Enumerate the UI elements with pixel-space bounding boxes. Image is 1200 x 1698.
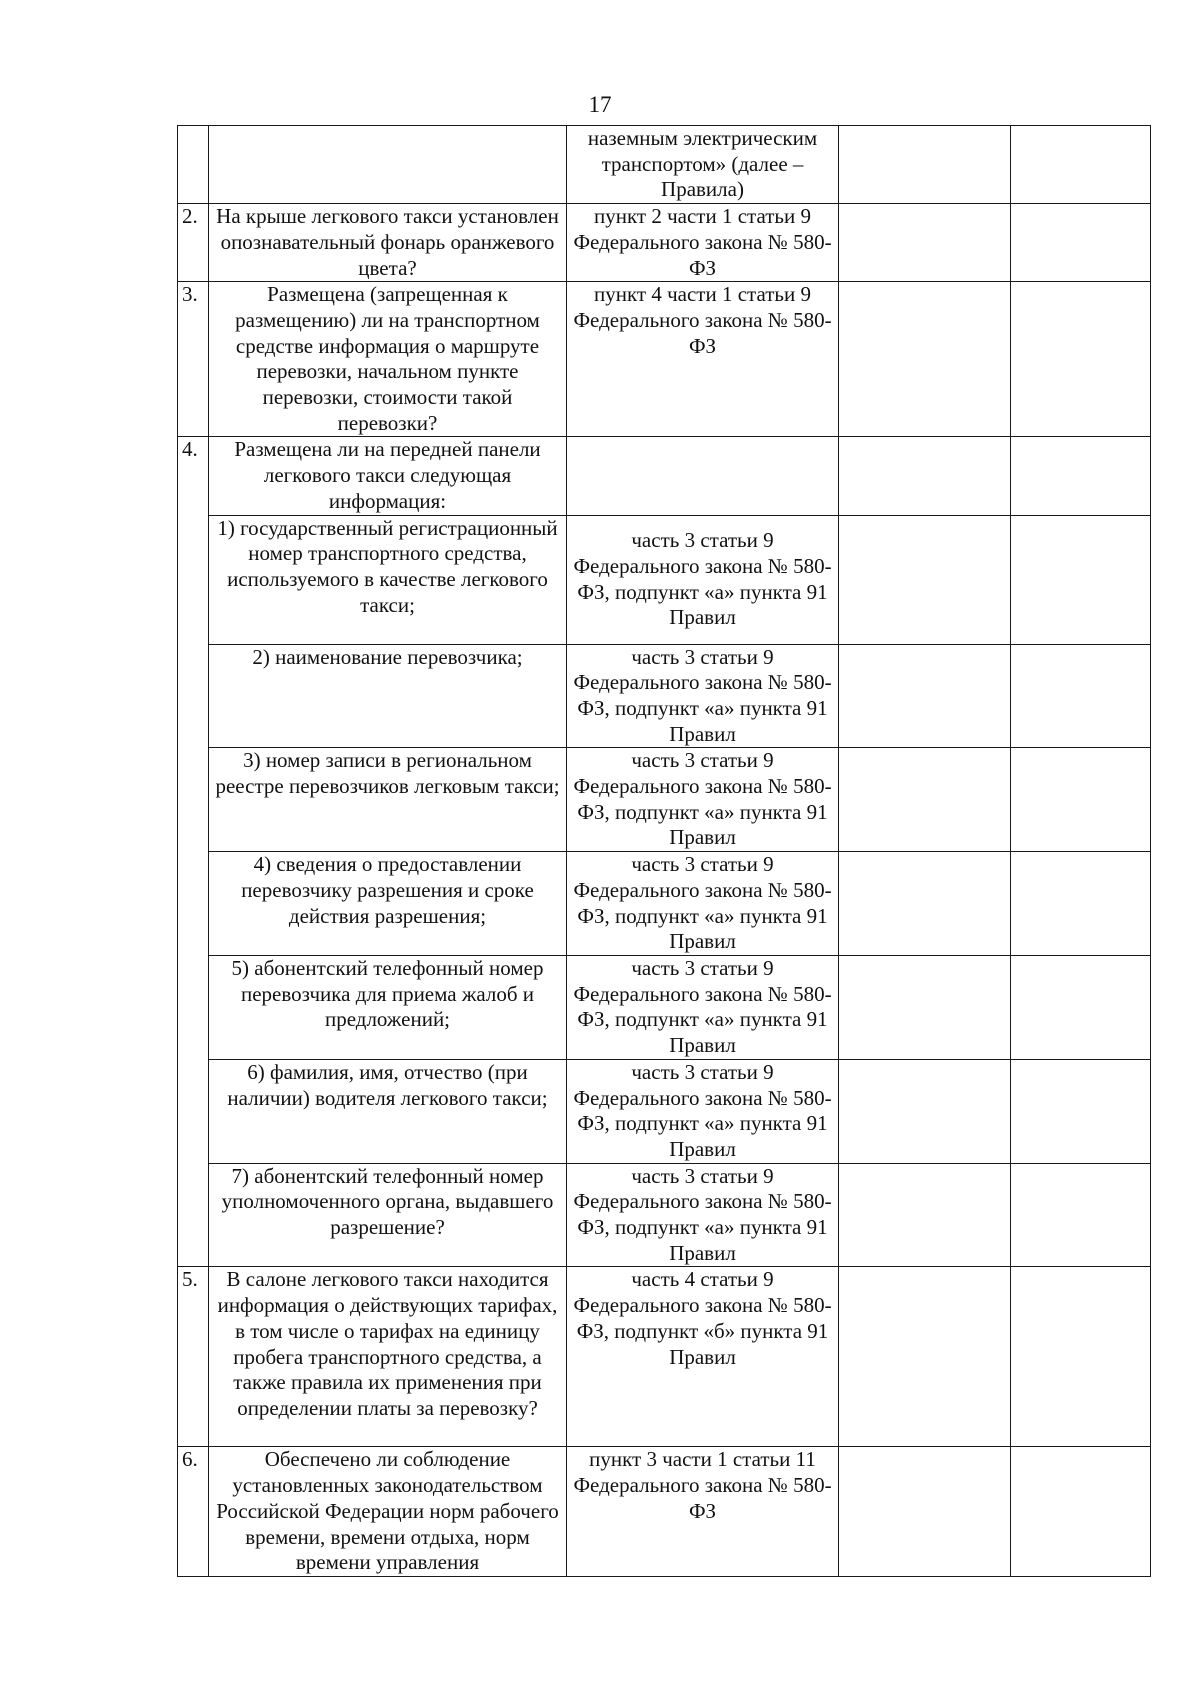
legal-reference-cell: пункт 3 части 1 статьи 11 Федерального закона № 580-ФЗ xyxy=(567,1447,839,1577)
question-cell: 4) сведения о предоставлении перевозчику разрешения и сроке действия разрешения; xyxy=(209,852,567,956)
table-row xyxy=(178,282,1151,437)
question-cell: 6) фамилия, имя, отчество (при наличии) водителя легкового такси; xyxy=(209,1059,567,1163)
checklist-table xyxy=(177,125,1151,1577)
legal-reference-cell xyxy=(567,437,839,515)
table-row xyxy=(178,515,1151,644)
answer-cell xyxy=(839,852,1011,956)
page-number: 17 xyxy=(588,92,612,117)
question-cell xyxy=(209,126,567,204)
note-cell xyxy=(1011,644,1151,748)
legal-reference-cell: часть 3 статьи 9 Федерального закона № 580-ФЗ, подпункт «а» пункта 91 Правил xyxy=(567,644,839,748)
question-cell: Размещена (запрещенная к размещению) ли на транспортном средстве информация о маршруте перевозки, начальном пункте перевозки, стоимости такой перевозки? xyxy=(209,282,567,437)
answer-cell xyxy=(839,644,1011,748)
legal-reference-cell: наземным электрическим транспортом» (далее – Правила) xyxy=(567,126,839,204)
answer-cell xyxy=(839,1447,1011,1577)
table-row xyxy=(178,644,1151,748)
legal-reference-cell: часть 3 статьи 9 Федерального закона № 580-ФЗ, подпункт «а» пункта 91 Правил xyxy=(567,955,839,1059)
legal-reference-cell: часть 3 статьи 9 Федерального закона № 580-ФЗ, подпункт «а» пункта 91 Правил xyxy=(567,515,839,644)
row-number-cell xyxy=(178,126,209,204)
answer-cell xyxy=(839,437,1011,515)
note-cell xyxy=(1011,748,1151,852)
row-number-cell: 2. xyxy=(178,204,209,282)
note-cell xyxy=(1011,955,1151,1059)
answer-cell xyxy=(839,955,1011,1059)
answer-cell xyxy=(839,1059,1011,1163)
table-row xyxy=(178,1059,1151,1163)
question-cell: На крыше легкового такси установлен опознавательный фонарь оранжевого цвета? xyxy=(209,204,567,282)
answer-cell xyxy=(839,282,1011,437)
table-row xyxy=(178,437,1151,515)
legal-reference-cell: пункт 4 части 1 статьи 9 Федерального закона № 580-ФЗ xyxy=(567,282,839,437)
table-row xyxy=(178,852,1151,956)
note-cell xyxy=(1011,515,1151,644)
answer-cell xyxy=(839,1163,1011,1267)
question-cell: 1) государственный регистрационный номер транспортного средства, используемого в качестве легкового такси; xyxy=(209,515,567,644)
note-cell xyxy=(1011,204,1151,282)
note-cell xyxy=(1011,852,1151,956)
question-cell: 5) абонентский телефонный номер перевозчика для приема жалоб и предложений; xyxy=(209,955,567,1059)
table-row xyxy=(178,955,1151,1059)
answer-cell xyxy=(839,204,1011,282)
table-row xyxy=(178,126,1151,204)
table-row xyxy=(178,1267,1151,1447)
note-cell xyxy=(1011,126,1151,204)
question-cell: Размещена ли на передней панели легкового такси следующая информация: xyxy=(209,437,567,515)
note-cell xyxy=(1011,282,1151,437)
question-cell: В салоне легкового такси находится информация о действующих тарифах, в том числе о тарифах на единицу пробега транспортного средства, а также правила их применения при определении платы за перевозку? xyxy=(209,1267,567,1447)
question-cell: 2) наименование перевозчика; xyxy=(209,644,567,748)
note-cell xyxy=(1011,437,1151,515)
table-row xyxy=(178,1447,1151,1577)
table-row xyxy=(178,204,1151,282)
answer-cell xyxy=(839,515,1011,644)
table-row xyxy=(178,748,1151,852)
note-cell xyxy=(1011,1059,1151,1163)
table-row xyxy=(178,1163,1151,1267)
legal-reference-cell: часть 3 статьи 9 Федерального закона № 580-ФЗ, подпункт «а» пункта 91 Правил xyxy=(567,1059,839,1163)
note-cell xyxy=(1011,1163,1151,1267)
legal-reference-cell: часть 3 статьи 9 Федерального закона № 580-ФЗ, подпункт «а» пункта 91 Правил xyxy=(567,748,839,852)
legal-reference-cell: часть 3 статьи 9 Федерального закона № 580-ФЗ, подпункт «а» пункта 91 Правил xyxy=(567,852,839,956)
legal-reference-cell: часть 3 статьи 9 Федерального закона № 580-ФЗ, подпункт «а» пункта 91 Правил xyxy=(567,1163,839,1267)
row-number-cell: 4. xyxy=(178,437,209,1267)
question-cell: 7) абонентский телефонный номер уполномоченного органа, выдавшего разрешение? xyxy=(209,1163,567,1267)
row-number-cell: 6. xyxy=(178,1447,209,1577)
question-cell: Обеспечено ли соблюдение установленных законодательством Российской Федерации норм рабочего времени, времени отдыха, норм времени управления xyxy=(209,1447,567,1577)
answer-cell xyxy=(839,1267,1011,1447)
answer-cell xyxy=(839,748,1011,852)
note-cell xyxy=(1011,1447,1151,1577)
legal-reference-cell: часть 4 статьи 9 Федерального закона № 580-ФЗ, подпункт «б» пункта 91 Правил xyxy=(567,1267,839,1447)
note-cell xyxy=(1011,1267,1151,1447)
legal-reference-cell: пункт 2 части 1 статьи 9 Федерального закона № 580-ФЗ xyxy=(567,204,839,282)
answer-cell xyxy=(839,126,1011,204)
row-number-cell: 5. xyxy=(178,1267,209,1447)
question-cell: 3) номер записи в региональном реестре перевозчиков легковым такси; xyxy=(209,748,567,852)
row-number-cell: 3. xyxy=(178,282,209,437)
